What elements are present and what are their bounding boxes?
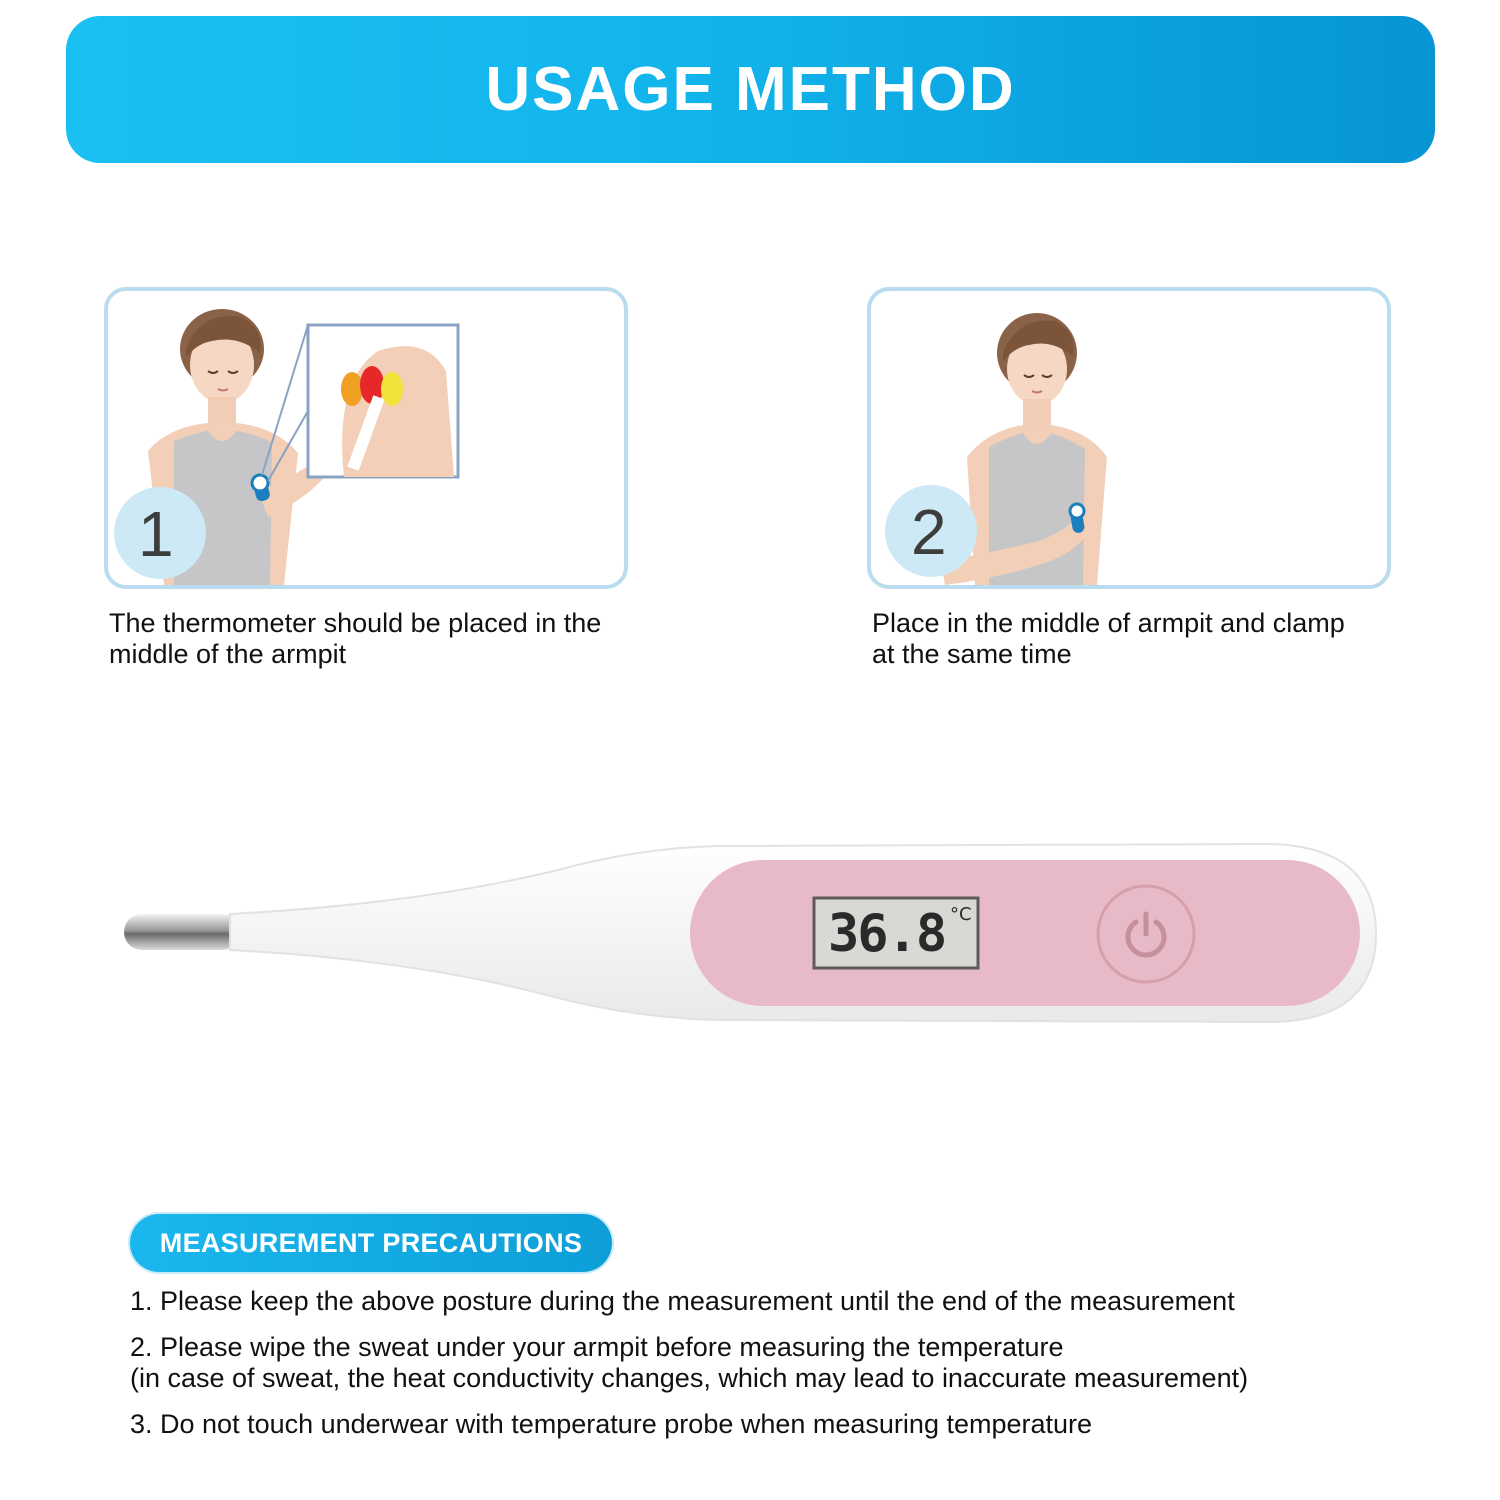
power-icon[interactable] <box>1118 906 1174 962</box>
thermometer <box>118 838 1388 1043</box>
lcd-temperature-value: 36.8 <box>828 904 946 964</box>
precaution-item-1: 1. Please keep the above posture during the measurement until the end of the measurement <box>130 1286 1235 1316</box>
step-number-2: 2 <box>911 496 947 568</box>
precautions-title: MEASUREMENT PRECAUTIONS <box>159 1227 583 1258</box>
step-2-illustration <box>867 287 1391 589</box>
precautions-heading-badge <box>130 1214 612 1272</box>
step-number-1: 1 <box>138 498 174 570</box>
precaution-item-3: 3. Do not touch underwear with temperature probe when measuring temperature <box>130 1409 1093 1439</box>
header-banner <box>66 16 1435 163</box>
step-1-caption: The thermometer should be placed in the middle of the armpit <box>109 608 602 669</box>
thermometer-illustration <box>118 838 1388 1038</box>
page-title: USAGE METHOD <box>485 55 1016 124</box>
precaution-item-2: 2. Please wipe the sweat under your armpit before measuring the temperature (in case of sweat, the heat conductivity changes, which may lead to inaccurate measurement) <box>130 1332 1249 1393</box>
step-2-caption: Place in the middle of armpit and clamp at the same time <box>872 608 1345 669</box>
step-1-illustration <box>104 287 628 589</box>
lcd-temperature-unit: °C <box>950 904 972 925</box>
armpit-placement-illustration <box>108 291 624 585</box>
armpit-clamp-illustration <box>871 291 1387 585</box>
